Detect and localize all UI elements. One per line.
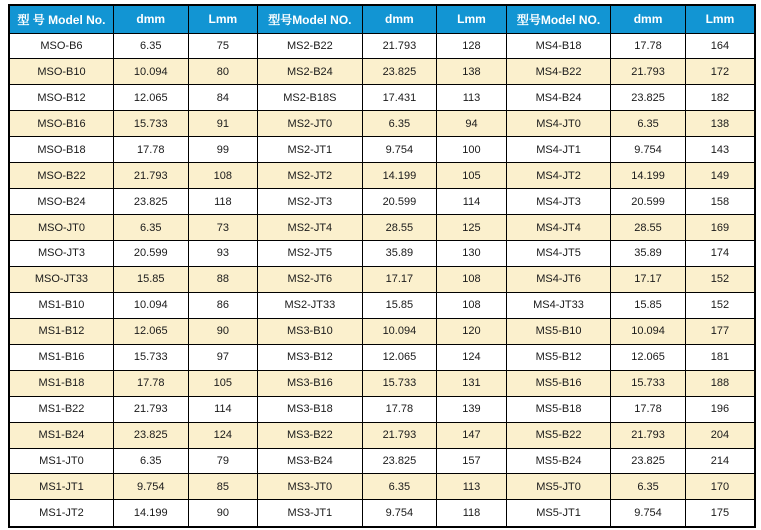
model-cell: MS5-B24 bbox=[506, 448, 610, 474]
lmm-cell: 139 bbox=[437, 396, 507, 422]
dmm-cell: 23.825 bbox=[362, 448, 437, 474]
model-cell: MS2-JT3 bbox=[258, 189, 362, 215]
dmm-cell: 9.754 bbox=[362, 500, 437, 527]
header-lmm-group3: Lmm bbox=[685, 5, 755, 33]
table-row bbox=[9, 59, 755, 85]
lmm-cell: 108 bbox=[437, 266, 507, 292]
dmm-cell: 15.733 bbox=[113, 111, 188, 137]
lmm-cell: 138 bbox=[437, 59, 507, 85]
model-cell: MSO-B10 bbox=[9, 59, 113, 85]
table-row bbox=[9, 448, 755, 474]
table-row bbox=[9, 137, 755, 163]
dmm-cell: 21.793 bbox=[611, 422, 686, 448]
dmm-cell: 23.825 bbox=[113, 422, 188, 448]
lmm-cell: 80 bbox=[188, 59, 258, 85]
dmm-cell: 35.89 bbox=[611, 241, 686, 267]
dmm-cell: 9.754 bbox=[362, 137, 437, 163]
dmm-cell: 17.431 bbox=[362, 85, 437, 111]
table-row bbox=[9, 266, 755, 292]
model-cell: MS5-B10 bbox=[506, 318, 610, 344]
lmm-cell: 172 bbox=[685, 59, 755, 85]
table-row bbox=[9, 241, 755, 267]
dmm-cell: 21.793 bbox=[362, 422, 437, 448]
dmm-cell: 12.065 bbox=[113, 85, 188, 111]
table-row bbox=[9, 33, 755, 59]
lmm-cell: 204 bbox=[685, 422, 755, 448]
lmm-cell: 118 bbox=[437, 500, 507, 527]
lmm-cell: 188 bbox=[685, 370, 755, 396]
dmm-cell: 10.094 bbox=[362, 318, 437, 344]
lmm-cell: 138 bbox=[685, 111, 755, 137]
model-cell: MSO-B22 bbox=[9, 163, 113, 189]
dmm-cell: 35.89 bbox=[362, 241, 437, 267]
header-dmm-group1: dmm bbox=[113, 5, 188, 33]
model-cell: MS2-JT0 bbox=[258, 111, 362, 137]
dmm-cell: 15.733 bbox=[611, 370, 686, 396]
lmm-cell: 91 bbox=[188, 111, 258, 137]
lmm-cell: 177 bbox=[685, 318, 755, 344]
header-model-group3: 型号Model NO. bbox=[506, 5, 610, 33]
dmm-cell: 6.35 bbox=[611, 474, 686, 500]
model-cell: MSO-B16 bbox=[9, 111, 113, 137]
lmm-cell: 94 bbox=[437, 111, 507, 137]
dmm-cell: 10.094 bbox=[113, 292, 188, 318]
lmm-cell: 164 bbox=[685, 33, 755, 59]
header-lmm-group2: Lmm bbox=[437, 5, 507, 33]
table-row bbox=[9, 163, 755, 189]
lmm-cell: 100 bbox=[437, 137, 507, 163]
header-lmm-group1: Lmm bbox=[188, 5, 258, 33]
lmm-cell: 128 bbox=[437, 33, 507, 59]
header-dmm-group2: dmm bbox=[362, 5, 437, 33]
model-cell: MS1-B24 bbox=[9, 422, 113, 448]
table-row bbox=[9, 396, 755, 422]
model-cell: MSO-JT33 bbox=[9, 266, 113, 292]
dmm-cell: 17.17 bbox=[611, 266, 686, 292]
spec-table-header-row bbox=[9, 5, 755, 33]
table-row bbox=[9, 422, 755, 448]
model-cell: MS3-B16 bbox=[258, 370, 362, 396]
lmm-cell: 105 bbox=[437, 163, 507, 189]
lmm-cell: 147 bbox=[437, 422, 507, 448]
model-cell: MS2-B22 bbox=[258, 33, 362, 59]
dmm-cell: 6.35 bbox=[362, 474, 437, 500]
model-cell: MSO-B6 bbox=[9, 33, 113, 59]
model-cell: MS4-JT2 bbox=[506, 163, 610, 189]
model-cell: MS3-B24 bbox=[258, 448, 362, 474]
dmm-cell: 23.825 bbox=[611, 85, 686, 111]
model-cell: MS4-JT6 bbox=[506, 266, 610, 292]
lmm-cell: 124 bbox=[188, 422, 258, 448]
model-cell: MS3-B10 bbox=[258, 318, 362, 344]
model-cell: MS4-JT0 bbox=[506, 111, 610, 137]
model-cell: MSO-B12 bbox=[9, 85, 113, 111]
dmm-cell: 12.065 bbox=[113, 318, 188, 344]
dmm-cell: 23.825 bbox=[113, 189, 188, 215]
table-row bbox=[9, 189, 755, 215]
table-row bbox=[9, 344, 755, 370]
model-cell: MS3-B22 bbox=[258, 422, 362, 448]
model-cell: MS4-JT4 bbox=[506, 215, 610, 241]
model-cell: MS3-JT0 bbox=[258, 474, 362, 500]
dmm-cell: 21.793 bbox=[113, 163, 188, 189]
lmm-cell: 79 bbox=[188, 448, 258, 474]
table-row bbox=[9, 111, 755, 137]
model-cell: MS1-B16 bbox=[9, 344, 113, 370]
dmm-cell: 21.793 bbox=[362, 33, 437, 59]
lmm-cell: 152 bbox=[685, 266, 755, 292]
dmm-cell: 28.55 bbox=[362, 215, 437, 241]
lmm-cell: 93 bbox=[188, 241, 258, 267]
dmm-cell: 23.825 bbox=[611, 448, 686, 474]
lmm-cell: 130 bbox=[437, 241, 507, 267]
lmm-cell: 97 bbox=[188, 344, 258, 370]
model-cell: MS4-B24 bbox=[506, 85, 610, 111]
lmm-cell: 88 bbox=[188, 266, 258, 292]
model-cell: MS1-JT1 bbox=[9, 474, 113, 500]
table-row bbox=[9, 500, 755, 527]
dmm-cell: 6.35 bbox=[362, 111, 437, 137]
lmm-cell: 174 bbox=[685, 241, 755, 267]
table-row bbox=[9, 215, 755, 241]
model-cell: MSO-B24 bbox=[9, 189, 113, 215]
lmm-cell: 131 bbox=[437, 370, 507, 396]
model-cell: MS5-JT0 bbox=[506, 474, 610, 500]
model-cell: MS2-JT5 bbox=[258, 241, 362, 267]
dmm-cell: 15.733 bbox=[113, 344, 188, 370]
lmm-cell: 152 bbox=[685, 292, 755, 318]
header-model-group2: 型号Model NO. bbox=[258, 5, 362, 33]
model-cell: MS1-JT2 bbox=[9, 500, 113, 527]
lmm-cell: 73 bbox=[188, 215, 258, 241]
dmm-cell: 10.094 bbox=[611, 318, 686, 344]
lmm-cell: 85 bbox=[188, 474, 258, 500]
lmm-cell: 90 bbox=[188, 318, 258, 344]
lmm-cell: 108 bbox=[437, 292, 507, 318]
model-cell: MS2-JT33 bbox=[258, 292, 362, 318]
spec-table-body bbox=[9, 33, 755, 527]
model-cell: MS1-B10 bbox=[9, 292, 113, 318]
model-cell: MSO-JT0 bbox=[9, 215, 113, 241]
model-cell: MS5-B22 bbox=[506, 422, 610, 448]
dmm-cell: 14.199 bbox=[113, 500, 188, 527]
dmm-cell: 21.793 bbox=[113, 396, 188, 422]
lmm-cell: 108 bbox=[188, 163, 258, 189]
lmm-cell: 124 bbox=[437, 344, 507, 370]
dmm-cell: 17.78 bbox=[611, 396, 686, 422]
model-cell: MS4-JT5 bbox=[506, 241, 610, 267]
dmm-cell: 23.825 bbox=[362, 59, 437, 85]
dmm-cell: 9.754 bbox=[113, 474, 188, 500]
dmm-cell: 6.35 bbox=[113, 215, 188, 241]
table-row bbox=[9, 292, 755, 318]
lmm-cell: 170 bbox=[685, 474, 755, 500]
lmm-cell: 75 bbox=[188, 33, 258, 59]
dmm-cell: 15.733 bbox=[362, 370, 437, 396]
lmm-cell: 105 bbox=[188, 370, 258, 396]
table-row bbox=[9, 474, 755, 500]
lmm-cell: 143 bbox=[685, 137, 755, 163]
lmm-cell: 84 bbox=[188, 85, 258, 111]
model-cell: MS1-B18 bbox=[9, 370, 113, 396]
lmm-cell: 182 bbox=[685, 85, 755, 111]
model-cell: MS5-B16 bbox=[506, 370, 610, 396]
model-cell: MS4-B18 bbox=[506, 33, 610, 59]
dmm-cell: 17.78 bbox=[113, 137, 188, 163]
lmm-cell: 157 bbox=[437, 448, 507, 474]
model-cell: MS5-JT1 bbox=[506, 500, 610, 527]
dmm-cell: 6.35 bbox=[611, 111, 686, 137]
model-cell: MS1-B22 bbox=[9, 396, 113, 422]
dmm-cell: 9.754 bbox=[611, 500, 686, 527]
dmm-cell: 20.599 bbox=[611, 189, 686, 215]
lmm-cell: 118 bbox=[188, 189, 258, 215]
model-cell: MS2-JT2 bbox=[258, 163, 362, 189]
header-dmm-group3: dmm bbox=[611, 5, 686, 33]
table-row bbox=[9, 85, 755, 111]
lmm-cell: 113 bbox=[437, 85, 507, 111]
header-model-group1: 型 号 Model No. bbox=[9, 5, 113, 33]
dmm-cell: 15.85 bbox=[113, 266, 188, 292]
dmm-cell: 15.85 bbox=[362, 292, 437, 318]
dmm-cell: 12.065 bbox=[611, 344, 686, 370]
dmm-cell: 15.85 bbox=[611, 292, 686, 318]
table-row bbox=[9, 370, 755, 396]
model-cell: MS1-JT0 bbox=[9, 448, 113, 474]
dmm-cell: 6.35 bbox=[113, 33, 188, 59]
dmm-cell: 17.17 bbox=[362, 266, 437, 292]
dmm-cell: 20.599 bbox=[113, 241, 188, 267]
dmm-cell: 6.35 bbox=[113, 448, 188, 474]
lmm-cell: 113 bbox=[437, 474, 507, 500]
lmm-cell: 158 bbox=[685, 189, 755, 215]
dmm-cell: 12.065 bbox=[362, 344, 437, 370]
dmm-cell: 10.094 bbox=[113, 59, 188, 85]
model-cell: MS2-JT4 bbox=[258, 215, 362, 241]
spec-table-container bbox=[8, 4, 756, 528]
lmm-cell: 90 bbox=[188, 500, 258, 527]
lmm-cell: 181 bbox=[685, 344, 755, 370]
dmm-cell: 9.754 bbox=[611, 137, 686, 163]
lmm-cell: 149 bbox=[685, 163, 755, 189]
model-cell: MS4-JT33 bbox=[506, 292, 610, 318]
model-cell: MS2-JT1 bbox=[258, 137, 362, 163]
dmm-cell: 14.199 bbox=[611, 163, 686, 189]
model-cell: MS1-B12 bbox=[9, 318, 113, 344]
dmm-cell: 17.78 bbox=[362, 396, 437, 422]
lmm-cell: 99 bbox=[188, 137, 258, 163]
table-row bbox=[9, 318, 755, 344]
model-cell: MS3-JT1 bbox=[258, 500, 362, 527]
lmm-cell: 169 bbox=[685, 215, 755, 241]
model-cell: MS4-JT1 bbox=[506, 137, 610, 163]
model-cell: MS5-B18 bbox=[506, 396, 610, 422]
model-cell: MS5-B12 bbox=[506, 344, 610, 370]
model-cell: MS4-JT3 bbox=[506, 189, 610, 215]
model-cell: MS3-B12 bbox=[258, 344, 362, 370]
model-cell: MS3-B18 bbox=[258, 396, 362, 422]
lmm-cell: 114 bbox=[188, 396, 258, 422]
dmm-cell: 17.78 bbox=[611, 33, 686, 59]
dmm-cell: 28.55 bbox=[611, 215, 686, 241]
model-cell: MS2-JT6 bbox=[258, 266, 362, 292]
lmm-cell: 196 bbox=[685, 396, 755, 422]
dmm-cell: 14.199 bbox=[362, 163, 437, 189]
lmm-cell: 125 bbox=[437, 215, 507, 241]
model-cell: MSO-B18 bbox=[9, 137, 113, 163]
model-cell: MS2-B18S bbox=[258, 85, 362, 111]
lmm-cell: 86 bbox=[188, 292, 258, 318]
lmm-cell: 114 bbox=[437, 189, 507, 215]
dmm-cell: 21.793 bbox=[611, 59, 686, 85]
spec-table bbox=[8, 4, 756, 528]
lmm-cell: 175 bbox=[685, 500, 755, 527]
lmm-cell: 120 bbox=[437, 318, 507, 344]
lmm-cell: 214 bbox=[685, 448, 755, 474]
model-cell: MS4-B22 bbox=[506, 59, 610, 85]
dmm-cell: 17.78 bbox=[113, 370, 188, 396]
model-cell: MS2-B24 bbox=[258, 59, 362, 85]
dmm-cell: 20.599 bbox=[362, 189, 437, 215]
model-cell: MSO-JT3 bbox=[9, 241, 113, 267]
